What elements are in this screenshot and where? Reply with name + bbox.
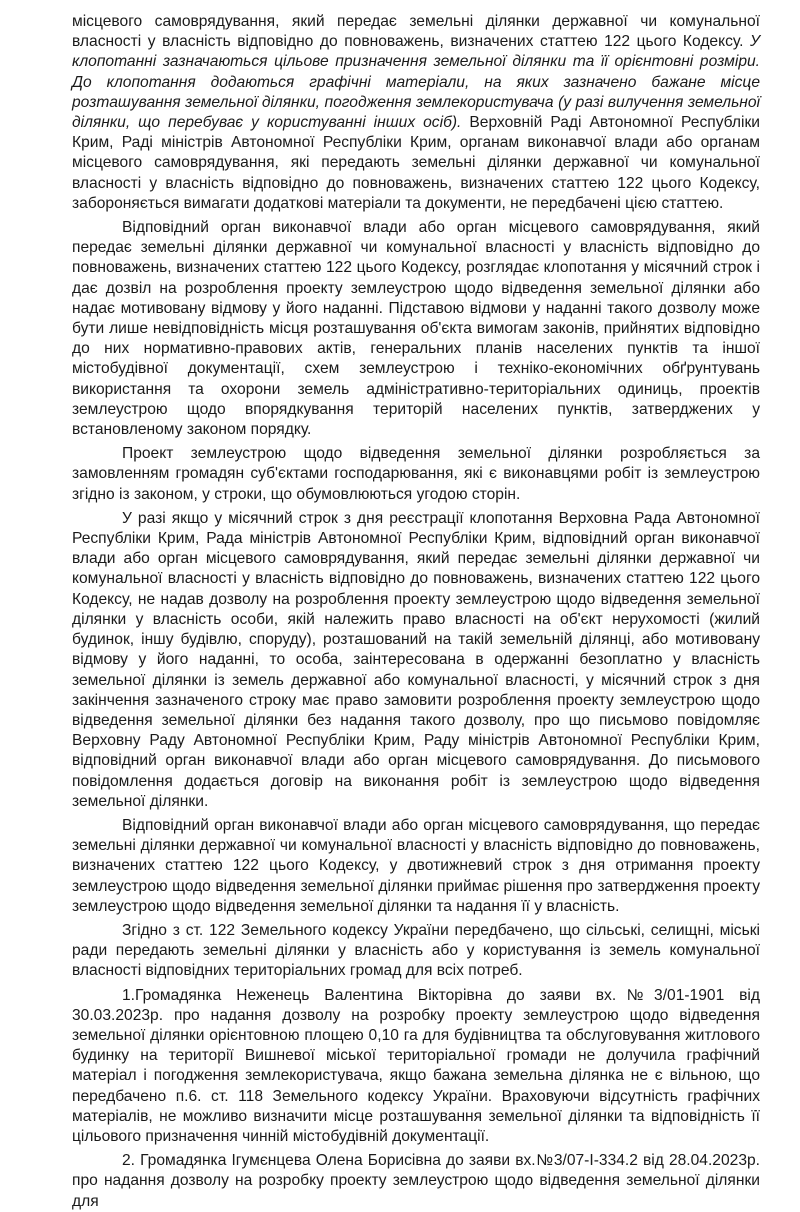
text-run: 2. Громадянка Ігумєнцева Олена Борисівна до заяви вх.№3/07-І-334.2 від 28.04.2023р. про надання дозволу на розробку проекту землеустрою щодо відведення земельної ділянки для	[72, 1152, 760, 1210]
text-run: Відповідний орган виконавчої влади або орган місцевого самоврядування, який передає земельні ділянки державної чи комунальної власності у власність відповідно до повноважень, визначених статтею 122 цього Кодексу, розглядає клопотання у місячний строк і дає дозвіл на розроблення проекту землеустрою щодо відведення земельної ділянки або надає мотивовану відмову у його наданні. Підставою відмови у наданні такого дозволу може бути лише невідповідність місця розташування об'єкта вимогам законів, прийнятих відповідно до них нормативно-правових актів, генеральних планів населених пунктів та іншої містобудівної документації, схем землеустрою і техніко-економічних обґрунтувань використання та охорони земель адміністративно-територіальних одиниць, проектів землеустрою щодо впорядкування територій населених пунктів, затверджених у встановленому законом порядку.	[72, 219, 760, 439]
text-run: У разі якщо у місячний строк з дня реєстрації клопотання Верховна Рада Автономної Республіки Крим, Рада міністрів Автономної Республіки Крим, відповідний орган виконавчої влади або орган місцевого самоврядування, який передає земельні ділянки державної чи комунальної власності у власність відповідно до повноважень, визначених статтею 122 цього Кодексу, не надав дозволу на розроблення проекту землеустрою щодо відведення земельної ділянки у власність особи, якій належить право власності на об'єкт нерухомості (жилий будинок, іншу будівлю, споруду), розташований на такій земельній ділянці, або мотивовану відмову у його наданні, то особа, заінтересована в одержанні безоплатно у власність земельної ділянки із земель державної або комунальної власності, у місячний строк з дня закінчення зазначеного строку має право замовити розроблення проекту землеустрою щодо відведення земельної ділянки без надання такого дозволу, про що письмово повідомляє Верховну Раду Автономної Республіки Крим, Раду міністрів Автономної Республіки Крим, відповідний орган виконавчої влади або орган місцевого самоврядування. До письмового повідомлення додається договір на виконання робіт із землеустрою щодо відведення земельної ділянки.	[72, 509, 760, 810]
text-run: Верховній Раді Автономної Республіки Крим, Раді міністрів Автономної Республіки Крим, органам виконавчої влади або органам місцевого самоврядування, які передають земельні ділянки державної чи комунальної власності у власність відповідно до повноважень, визначених статтею 122 цього Кодексу, забороняється вимагати додаткові матеріали та документи, не передбачені цією статтею.	[72, 114, 760, 212]
paragraph-7	[72, 986, 760, 1148]
text-run: 1.Громадянка Неженець Валентина Вікторівна до заяви вх.№3/01-1901 від 30.03.2023р. про надання дозволу на розробку проекту землеустрою щодо відведення земельної ділянки орієнтовною площею 0,10 га для будівництва та обслуговування житлового будинку на території Вишневої міської територіальної громади не долучила графічний матеріал і погодження землекористувача, якщо бажана земельна ділянка не є вільною, що передбачено п.6. ст. 118 Земельного кодексу України. Враховуючи відсутність графічних матеріалів, не можливо визначити місце розташування земельної ділянки та відповідність її цільового призначення чинній містобудівній документації.	[72, 986, 760, 1145]
text-run: місцевого самоврядування, який передає земельні ділянки державної чи комунальної власності у власність відповідно до повноважень, визначених статтею 122 цього Кодексу.	[72, 13, 760, 51]
paragraph-2	[72, 218, 760, 440]
italic-text-run: У клопотанні зазначаються цільове призначення земельної ділянки та її орієнтовні розміри. До клопотання додаються графічні матеріали, на яких зазначено бажане місце розташування земельної ділянки, погодження землекористувача (у разі вилучення земельної ділянки, що перебуває у користуванні інших осіб).	[72, 33, 760, 132]
paragraph-6	[72, 921, 760, 982]
paragraph-4	[72, 509, 760, 812]
document-body	[72, 12, 760, 1212]
text-run: Відповідний орган виконавчої влади або орган місцевого самоврядування, що передає земельні ділянки державної чи комунальної власності у власність відповідно до повноважень, визначених статтею 122 цього Кодексу, у двотижневий строк з дня отримання проекту землеустрою щодо відведення земельної ділянки приймає рішення про затвердження проекту землеустрою щодо відведення земельної ділянки та надання її у власність.	[72, 816, 760, 915]
paragraph-1	[72, 12, 760, 214]
paragraph-8	[72, 1151, 760, 1212]
text-run: Згідно з ст. 122 Земельного кодексу України передбачено, що сільські, селищні, міські ради передають земельні ділянки у власність або у користування із земель комунальної власності відповідних територіальних громад для всіх потреб.	[72, 921, 760, 980]
paragraph-3	[72, 444, 760, 505]
paragraph-5	[72, 816, 760, 917]
text-run: Проект землеустрою щодо відведення земельної ділянки розробляється за замовленням громадян суб'єктами господарювання, які є виконавцями робіт із землеустрою згідно із законом, у строки, що обумовлюються угодою сторін.	[72, 445, 760, 503]
